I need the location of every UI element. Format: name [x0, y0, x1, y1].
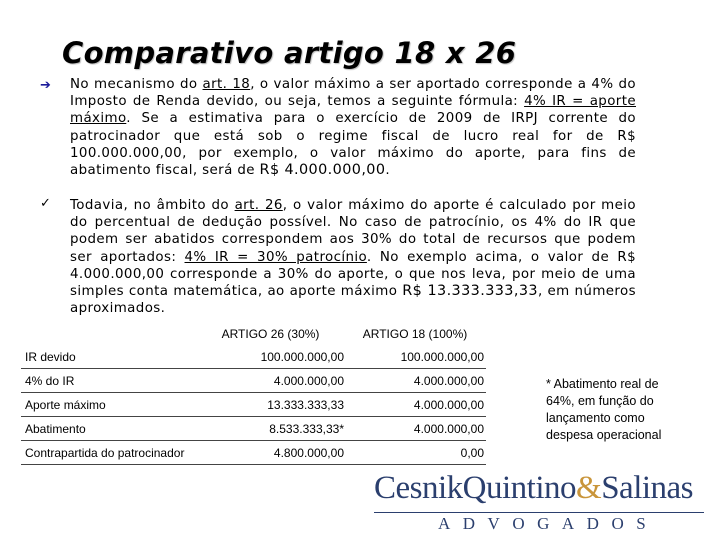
cell-art26: 100.000.000,00 [197, 345, 346, 369]
cell-art18: 100.000.000,00 [346, 345, 486, 369]
p2-text-3: . No exemplo acima, o valor de R$ 4.000.000,00 corresponde a 30% do aporte, o que nos leva, por meio de uma simples conta matemática, ao aporte máximo [70, 249, 636, 300]
logo-part2: Salinas [601, 470, 694, 506]
p1-text-3: . Se a estimativa para o exercício de 2009 de IRPJ corrente do patrocinador que está sob o regime fiscal de lucro real for de R$ 100.000.000,00, por exemplo, o valor máximo do aporte, para fins de abatimento fiscal, será de [70, 111, 636, 179]
header-empty-cell [21, 322, 197, 345]
cell-art18: 4.000.000,00 [346, 417, 486, 441]
cell-art26: 4.000.000,00 [197, 369, 346, 393]
logo-subtitle: ADVOGADOS [438, 514, 659, 533]
paragraph-art26 [70, 197, 636, 317]
table-row [21, 369, 486, 393]
col-header-art18: ARTIGO 18 (100%) [362, 326, 468, 341]
footnote: * Abatimento real de 64%, em função do lançamento como despesa operacional [546, 377, 662, 442]
col-header-art26: ARTIGO 26 (30%) [221, 326, 320, 341]
row-label: Aporte máximo [21, 393, 197, 417]
cell-art26: 4.800.000,00 [197, 441, 346, 465]
p1-text-4: . [385, 163, 391, 179]
row-label: IR devido [21, 345, 197, 369]
cell-art18: 0,00 [346, 441, 486, 465]
table-header-row [21, 322, 486, 345]
p1-amount: R$ 4.000.000,00 [259, 162, 386, 179]
paragraph-art18 [70, 76, 636, 179]
logo-divider [374, 512, 704, 513]
table-row [21, 441, 486, 465]
cell-art18: 4.000.000,00 [346, 369, 486, 393]
p1-article-ref: art. 18 [202, 77, 251, 92]
row-label: Abatimento [21, 417, 197, 441]
p2-text-2: , o valor máximo do aporte é calculado por meio do percentual de dedução possível. No caso de patrocínio, os 4% do IR que podem ser abatidos correspondem aos 30% do total de recursos que podem ser aportados: [70, 198, 636, 265]
cell-art26: 8.533.333,33* [197, 417, 346, 441]
row-label: 4% do IR [21, 369, 197, 393]
p2-text-1: Todavia, no âmbito do [70, 198, 235, 213]
table-row [21, 417, 486, 441]
logo-wordmark [374, 470, 704, 507]
p1-text-2: , o valor máximo a ser aportado corresponde a 4% do Imposto de Renda devido, ou seja, temos a seguinte fórmula: [70, 77, 636, 110]
firm-logo [374, 470, 704, 533]
p1-formula: 4% IR = aporte máximo [70, 94, 636, 127]
cell-art26: 13.333.333,33 [197, 393, 346, 417]
table-row [21, 345, 486, 369]
p2-text-4: , em números aproximados. [70, 284, 636, 317]
p2-article-ref: art. 26 [234, 198, 283, 213]
cell-art18: 4.000.000,00 [346, 393, 486, 417]
slide-title: Comparativo artigo 18 x 26 [62, 36, 517, 70]
check-bullet-icon: ✓ [40, 196, 51, 211]
p2-formula: 4% IR = 30% patrocínio [184, 249, 367, 265]
p1-text-1: No mecanismo do [70, 77, 203, 92]
comparison-table [21, 322, 486, 465]
logo-part1: CesnikQuintino [374, 470, 577, 506]
p2-amount: R$ 13.333.333,33 [402, 283, 538, 300]
table-row [21, 393, 486, 417]
arrow-bullet-icon: ➔ [40, 78, 51, 93]
row-label: Contrapartida do patrocinador [21, 441, 197, 465]
logo-ampersand: & [576, 470, 602, 506]
